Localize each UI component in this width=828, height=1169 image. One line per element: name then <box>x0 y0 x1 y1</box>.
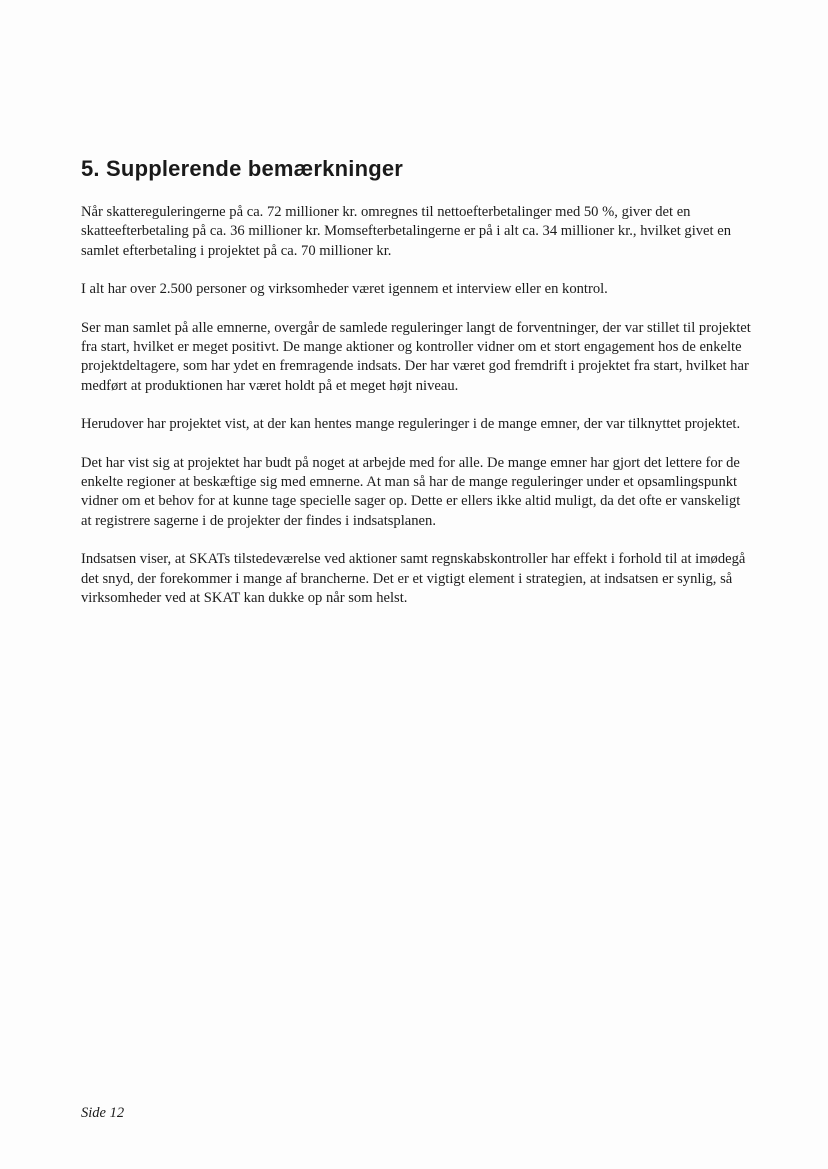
paragraph: Herudover har projektet vist, at der kan hentes mange reguleringer i de mange emner, der var tilknyttet projektet. <box>81 416 741 433</box>
paragraph: I alt har over 2.500 personer og virksomheder været igennem et interview eller en kontrol. <box>81 281 608 298</box>
page-number: Side 12 <box>81 1105 125 1121</box>
section-heading: 5. Supplerende bemærkninger <box>81 156 404 181</box>
paragraph: Når skattereguleringerne på ca. 72 millioner kr. omregnes til nettoefterbetalinger med 50 %, giver det en skatteefterbetaling på ca. 36 millioner kr. Momsefterbetalingerne er på i alt ca. 34 millioner kr., hvilket givet en samlet efterbetaling i projektet på ca. 70 millioner kr. <box>81 204 732 259</box>
paragraph: Ser man samlet på alle emnerne, overgår de samlede reguleringer langt de forventninger, der var stillet til projektet fra start, hvilket er meget positivt. De mange aktioner og kontroller vidner om et stort engagement hos de enkelte projektdeltagere, som har ydet en fremragende indsats. Der har været god fremdrift i projektet fra start, hvilket har medført at produktionen har været holdt på et meget højt niveau. <box>81 319 751 394</box>
paragraph: Det har vist sig at projektet har budt på noget at arbejde med for alle. De mange emner har gjort det lettere for de enkelte regioner at beskæftige sig med emnerne. At man så har de mange reguleringer under et opsamlingspunkt vidner om et behov for at kunne tage specielle sager op. Dette er ellers ikke altid muligt, da det ofte er vanskeligt at registrere sagerne i de projekter der findes i indsatsplanen. <box>81 454 741 529</box>
paragraph: Indsatsen viser, at SKATs tilstedeværelse ved aktioner samt regnskabskontroller har effekt i forhold til at imødegå det snyd, der forekommer i mange af brancherne. Det er et vigtigt element i strategien, at indsatsen er synlig, så virksomheder ved at SKAT kan dukke op når som helst. <box>81 551 746 607</box>
body-text <box>81 203 753 628</box>
